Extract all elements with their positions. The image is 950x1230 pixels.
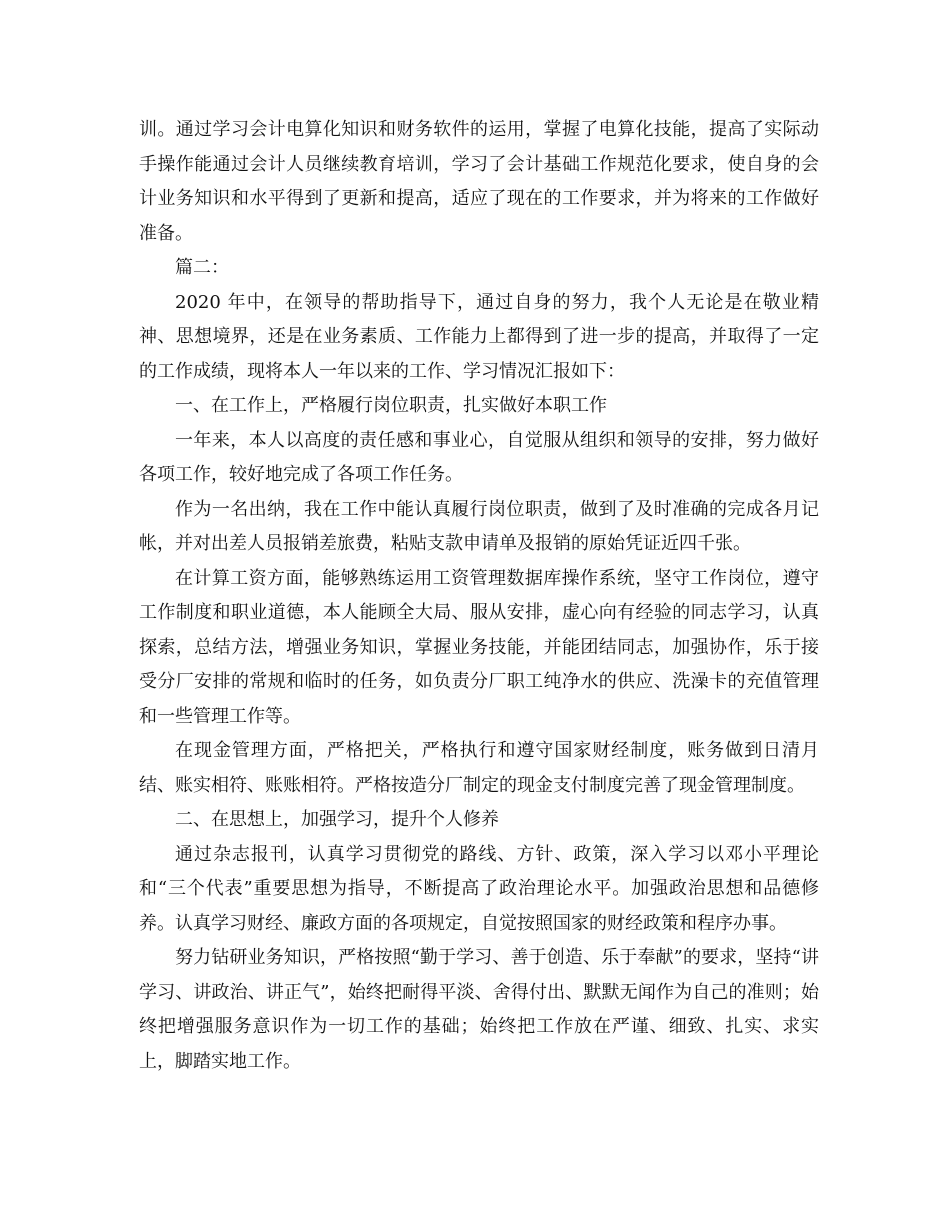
section-heading-thought: 二、在思想上，加强学习，提升个人修养 — [175, 809, 499, 830]
paragraph-responsibility: 一年来，本人以高度的责任感和事业心，自觉服从组织和领导的安排，努力做好各项工作，较好地完成了各项工作任务。 — [139, 429, 819, 485]
section-heading-work: 一、在工作上，严格履行岗位职责，扎实做好本职工作 — [175, 395, 607, 416]
paragraph-cash-management: 在现金管理方面，严格把关，严格执行和遵守国家财经制度，账务做到日清月结、账实相符、账账相符。严格按造分厂制定的现金支付制度完善了现金管理制度。 — [139, 740, 819, 796]
document-body — [139, 113, 819, 1079]
paragraph-continuation: 训。通过学习会计电算化知识和财务软件的运用，掌握了电算化技能，提高了实际动手操作能通过会计人员继续教育培训，学习了会计基础工作规范化要求，使自身的会计业务知识和水平得到了更新和提高，适应了现在的工作要求，并为将来的工作做好准备。 — [139, 119, 819, 244]
section-heading-part-two: 篇二： — [175, 257, 229, 278]
paragraph-intro: 2020 年中，在领导的帮助指导下，通过自身的努力，我个人无论是在敬业精神、思想境界，还是在业务素质、工作能力上都得到了进一步的提高，并取得了一定的工作成绩，现将本人一年以来的工作、学习情况汇报如下： — [139, 291, 819, 382]
paragraph-business-knowledge: 努力钻研业务知识，严格按照“勤于学习、善于创造、乐于奉献”的要求，坚持“讲学习、讲政治、讲正气”，始终把耐得平淡、舍得付出、默默无闻作为自己的准则；始终把增强服务意识作为一切工作的基础；始终把工作放在严谨、细致、扎实、求实上，脚踏实地工作。 — [139, 947, 819, 1072]
paragraph-payroll: 在计算工资方面，能够熟练运用工资管理数据库操作系统，坚守工作岗位，遵守工作制度和职业道德，本人能顾全大局、服从安排，虚心向有经验的同志学习，认真探索，总结方法，增强业务知识，掌握业务技能，并能团结同志，加强协作，乐于接受分厂安排的常规和临时的任务，如负责分厂职工纯净水的供应、洗澡卡的充值管理和一些管理工作等。 — [139, 567, 819, 727]
paragraph-cashier: 作为一名出纳，我在工作中能认真履行岗位职责，做到了及时准确的完成各月记帐，并对出差人员报销差旅费，粘贴支款申请单及报销的原始凭证近四千张。 — [139, 498, 819, 554]
paragraph-study: 通过杂志报刊，认真学习贯彻党的路线、方针、政策，深入学习以邓小平理论和“三个代表”重要思想为指导，不断提高了政治理论水平。加强政治思想和品德修养。认真学习财经、廉政方面的各项规定，自觉按照国家的财经政策和程序办事。 — [139, 843, 819, 934]
